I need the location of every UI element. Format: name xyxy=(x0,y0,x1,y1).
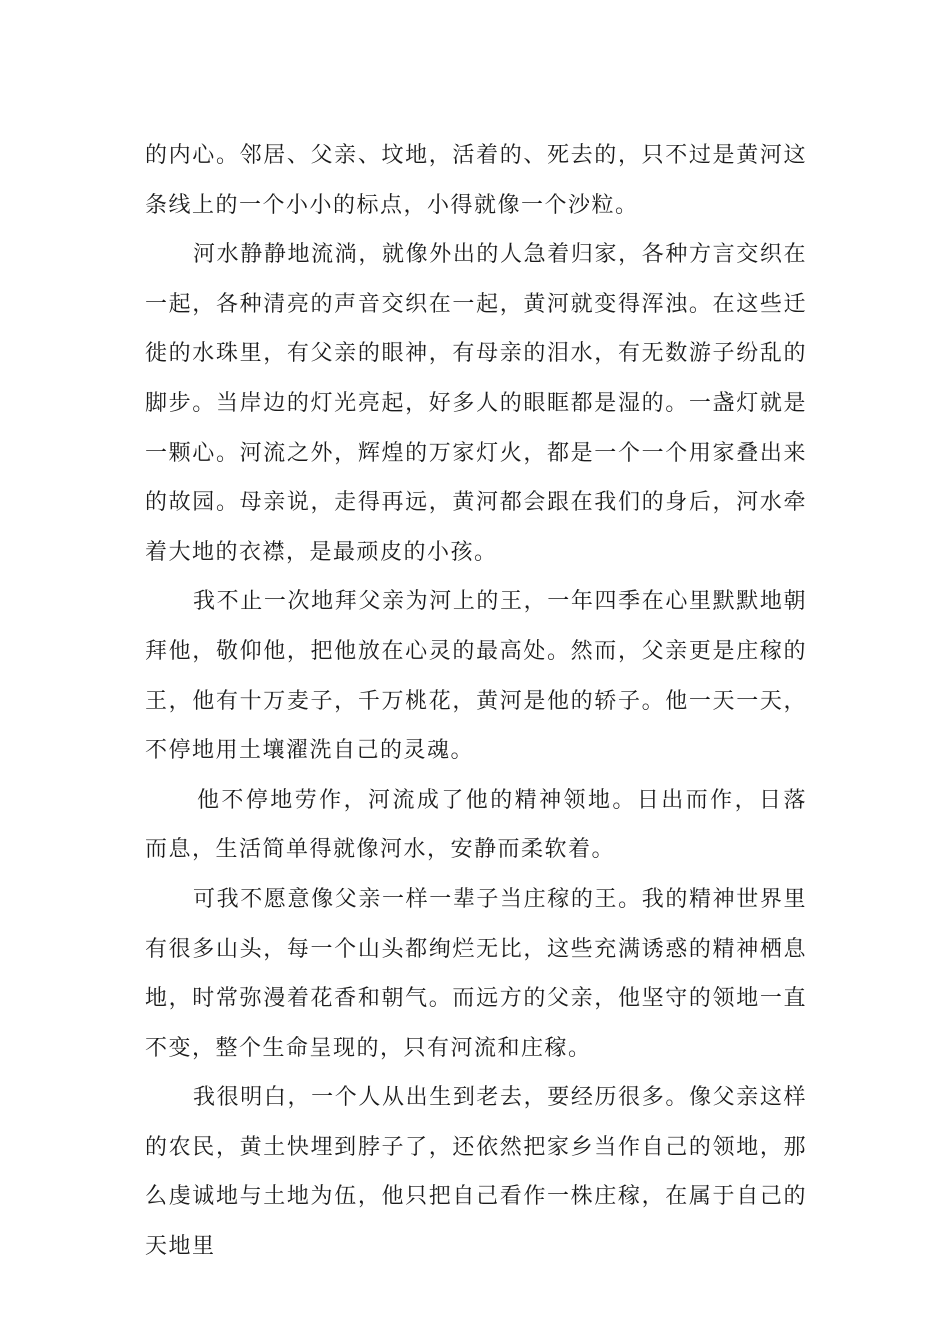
document-body xyxy=(145,131,807,1272)
paragraph-3: 我不止一次地拜父亲为河上的王，一年四季在心里默默地朝拜他，敬仰他，把他放在心灵的最高处。然而，父亲更是庄稼的王，他有十万麦子，千万桃花，黄河是他的轿子。他一天一天，不停地用土壤濯洗自己的灵魂。 xyxy=(145,589,807,764)
paragraph-5: 可我不愿意像父亲一样一辈子当庄稼的王。我的精神世界里有很多山头，每一个山头都绚烂无比，这些充满诱惑的精神栖息地，时常弥漫着花香和朝气。而远方的父亲，他坚守的领地一直不变，整个生命呈现的，只有河流和庄稼。 xyxy=(145,886,807,1061)
paragraph-1: 的内心。邻居、父亲、坟地，活着的、死去的，只不过是黄河这条线上的一个小小的标点，小得就像一个沙粒。 xyxy=(145,143,807,218)
paragraph-4: 他不停地劳作，河流成了他的精神领地。日出而作，日落而息，生活简单得就像河水，安静而柔软着。 xyxy=(145,787,807,863)
paragraph-2: 河水静静地流淌，就像外出的人急着归家，各种方言交织在一起，各种清亮的声音交织在一起，黄河就变得浑浊。在这些迁徙的水珠里，有父亲的眼神，有母亲的泪水，有无数游子纷乱的脚步。当岸边的灯光亮起，好多人的眼眶都是湿的。一盏灯就是一颗心。河流之外，辉煌的万家灯火，都是一个一个用家叠出来的故园。母亲说，走得再远，黄河都会跟在我们的身后，河水牵着大地的衣襟，是最顽皮的小孩。 xyxy=(145,242,807,565)
paragraph-6: 我很明白，一个人从出生到老去，要经历很多。像父亲这样的农民，黄土快埋到脖子了，还依然把家乡当作自己的领地，那么虔诚地与土地为伍，他只把自己看作一株庄稼，在属于自己的天地里 xyxy=(145,1085,807,1260)
